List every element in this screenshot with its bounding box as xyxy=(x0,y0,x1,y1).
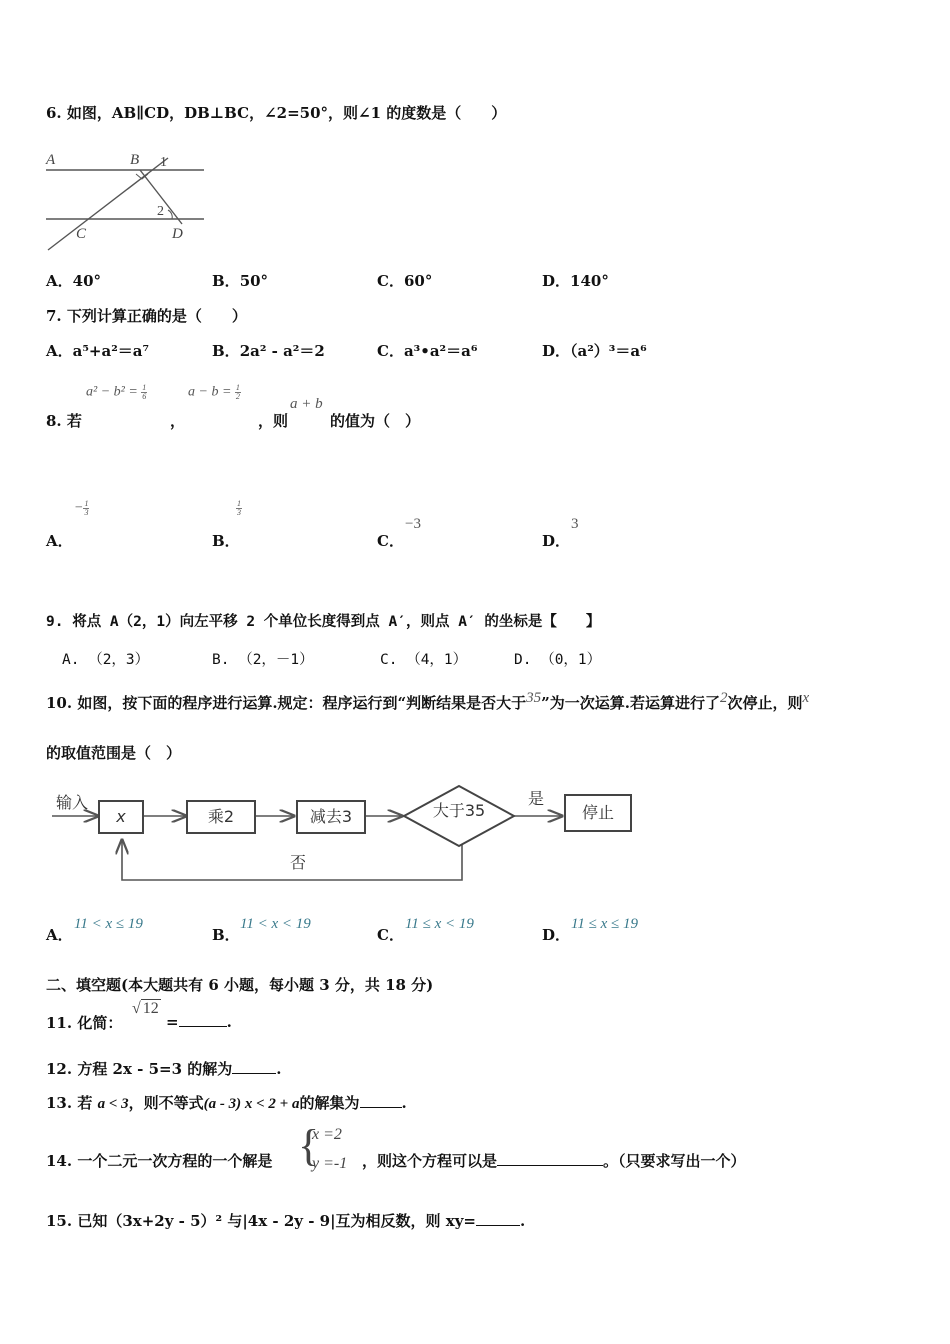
q8-option-c-value: −3 xyxy=(405,516,421,532)
q8-option-a-label: A． xyxy=(46,532,73,550)
q11-blank[interactable] xyxy=(179,1012,227,1027)
q14-brace: { xyxy=(298,1121,320,1170)
q8-option-b-label: B． xyxy=(212,532,240,550)
q15-blank[interactable] xyxy=(476,1211,520,1226)
q10-option-b-value: 11 < x < 19 xyxy=(240,916,311,932)
label-c: C xyxy=(76,226,87,242)
q8-option-c-label: C． xyxy=(377,532,404,550)
q9-stem: 9. 将点 A（2，1）向左平移 2 个单位长度得到点 A′，则点 A′ 的坐标是【 】 xyxy=(46,614,601,630)
q8-option-d-label: D． xyxy=(542,532,571,550)
q14-blank[interactable] xyxy=(497,1151,603,1166)
q7-stem: 7. 下列计算正确的是（ ） xyxy=(46,307,247,325)
flow-no-label: 否 xyxy=(290,853,307,872)
q10-stem-line2: 的取值范围是（ ） xyxy=(46,744,182,762)
line-bc xyxy=(48,158,168,250)
q7-option-b: B．2a² - a²＝2 xyxy=(212,342,325,360)
q8-eq1: a² − b² = $\frac{1}{6}$ xyxy=(86,383,147,401)
q6-option-b: B．50° xyxy=(212,272,269,290)
q7-option-d: D．（a²）³＝a⁶ xyxy=(542,342,647,360)
q8-then: ，则 xyxy=(258,412,289,430)
q8-comma: ， xyxy=(170,412,186,430)
q12-blank[interactable] xyxy=(232,1059,276,1074)
q12-stem: 12. 方程 2x - 5=3 的解为 . xyxy=(46,1060,282,1078)
q8-prefix: 8. 若 xyxy=(46,412,82,430)
q8-suffix: 的值为（ ） xyxy=(330,412,421,430)
flow-condition-label: 大于35 xyxy=(432,801,486,820)
q7-option-a: A．a⁵+a²＝a⁷ xyxy=(46,342,150,360)
section-2-title: 二、填空题(本大题共有 6 小题，每小题 3 分，共 18 分) xyxy=(46,976,434,994)
q8-option-b-value: $\frac{1}{3}$ xyxy=(237,499,241,517)
label-2: 2 xyxy=(157,204,164,219)
q9-option-d: D. （0，1） xyxy=(514,652,602,668)
q10-stem-line1: 10. 如图，按下面的程序进行运算.规定：程序运行到“判断结果是否大于35”为一次运算.若运算进行了2次停止，则x xyxy=(46,690,810,712)
q8-option-d-value: 3 xyxy=(571,516,579,532)
q11-sqrt: √ 12 xyxy=(132,1000,159,1017)
q6-option-c: C．60° xyxy=(377,272,433,290)
q7-option-c: C．a³•a²＝a⁶ xyxy=(377,342,478,360)
q10-option-d-value: 11 ≤ x ≤ 19 xyxy=(571,916,639,932)
q6-option-d: D．140° xyxy=(542,272,609,290)
q14-system-y: y =-1 xyxy=(312,1155,348,1172)
q13-stem: 13. 若 a < 3，则不等式(a - 3) x < 2 + a的解集为 . xyxy=(46,1094,407,1112)
q8-option-a-value: − $\frac{1}{3}$ xyxy=(74,499,89,517)
q10-option-a-label: A． xyxy=(46,926,73,944)
flow-subtract-box: 减去3 xyxy=(296,800,366,834)
q9-option-a: A. （2，3） xyxy=(62,652,150,668)
q8-eq2: a − b = $\frac{1}{2}$ xyxy=(188,383,240,401)
q10-option-a-value: 11 < x ≤ 19 xyxy=(74,916,143,932)
q13-blank[interactable] xyxy=(360,1093,402,1108)
label-b: B xyxy=(130,152,140,168)
q10-flowchart xyxy=(44,780,644,890)
flow-stop-box: 停止 xyxy=(564,794,632,832)
q14-prefix: 14. 一个二元一次方程的一个解是 xyxy=(46,1152,273,1170)
q11-prefix: 11. 化简： xyxy=(46,1014,123,1032)
q9-option-c: C. （4，1） xyxy=(380,652,468,668)
flow-x-box: x xyxy=(98,800,144,834)
q14-system-x: x =2 xyxy=(312,1126,342,1143)
q6-figure xyxy=(44,140,210,256)
label-a: A xyxy=(46,152,56,168)
label-1: 1 xyxy=(160,155,167,170)
flow-input-label: 输入 xyxy=(56,793,89,812)
q8-expr: a + b xyxy=(290,396,323,412)
q14-suffix: ，则这个方程可以是 。（只要求写出一个） xyxy=(362,1152,746,1170)
flow-multiply-box: 乘2 xyxy=(186,800,256,834)
q10-option-d-label: D． xyxy=(542,926,571,944)
q15-stem: 15. 已知（3x+2y - 5）² 与|4x - 2y - 9|互为相反数，则 xy= . xyxy=(46,1212,526,1230)
q10-option-b-label: B． xyxy=(212,926,240,944)
q6-option-a: A．40° xyxy=(46,272,102,290)
q10-option-c-label: C． xyxy=(377,926,404,944)
flow-yes-label: 是 xyxy=(528,789,545,808)
label-d: D xyxy=(172,226,183,242)
q10-option-c-value: 11 ≤ x < 19 xyxy=(405,916,474,932)
q9-option-b: B. （2，－1） xyxy=(212,652,314,668)
q6-stem: 6. 如图，AB∥CD，DB⊥BC，∠2=50°，则∠1 的度数是（ ） xyxy=(46,104,507,122)
q11-equals: = . xyxy=(166,1013,232,1031)
